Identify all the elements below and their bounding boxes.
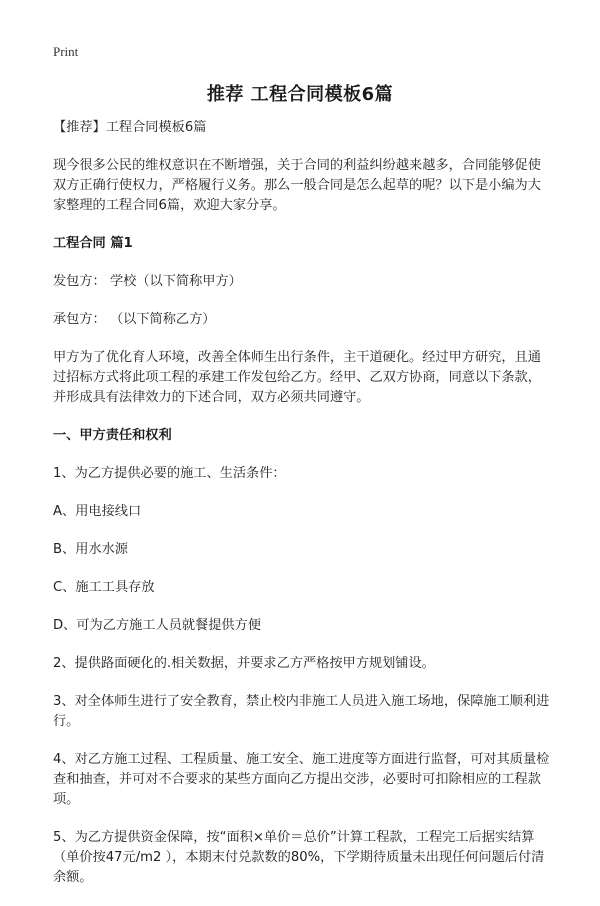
list-item: 2、提供路面硬化的.相关数据，并要求乙方严格按甲方规划铺设。 [53,656,435,671]
document-subtitle: 【推荐】工程合同模板6篇 [53,120,207,135]
intro-paragraph: 现今很多公民的维权意识在不断增强，关于合同的利益纠纷越来越多，合同能够促使双方正确行使权力，严格履行义务。那么一般合同是怎么起草的呢？以下是小编为大家整理的工程合同6篇，欢迎大家分享。 [53,158,541,213]
document-title: 推荐 工程合同模板6篇 [206,84,394,105]
list-item: D、可为乙方施工人员就餐提供方便 [53,618,261,633]
list-item: 5、为乙方提供资金保障，按“面积×单价＝总价”计算工程款，工程完工后据实结算（单价按47元/m2 ），本期末付兑款数的80%，下学期待质量未出现任何问题后付清余额。 [53,830,545,885]
party-a-line: 发包方： 学校（以下简称甲方） [53,274,242,289]
list-item: B、用水水源 [53,542,128,557]
list-item: A、用电接线口 [53,504,142,519]
preamble-paragraph: 甲方为了优化育人环境，改善全体师生出行条件，主干道硬化。经过甲方研究，且通过招标方式将此项工程的承建工作发包给乙方。经甲、乙双方协商，同意以下条款，并形成具有法律效力的下述合同，双方必须共同遵守。 [53,350,541,405]
print-label: Print [53,44,79,59]
list-item: 1、为乙方提供必要的施工、生活条件： [53,466,286,481]
list-item: 3、对全体师生进行了安全教育，禁止校内非施工人员进入施工场地，保障施工顺利进行。 [53,694,550,729]
list-item: C、施工工具存放 [53,580,155,595]
section-heading: 工程合同 篇1 [53,236,133,251]
document-body [53,118,553,906]
party-b-line: 承包方： （以下简称乙方） [53,312,216,327]
list-item: 4、对乙方施工过程、工程质量、施工安全、施工进度等方面进行监督，可对其质量检查和抽查，并可对不合要求的某些方面向乙方提出交涉，必要时可扣除相应的工程款项。 [53,752,550,807]
clause-heading: 一、甲方责任和权利 [53,428,172,443]
